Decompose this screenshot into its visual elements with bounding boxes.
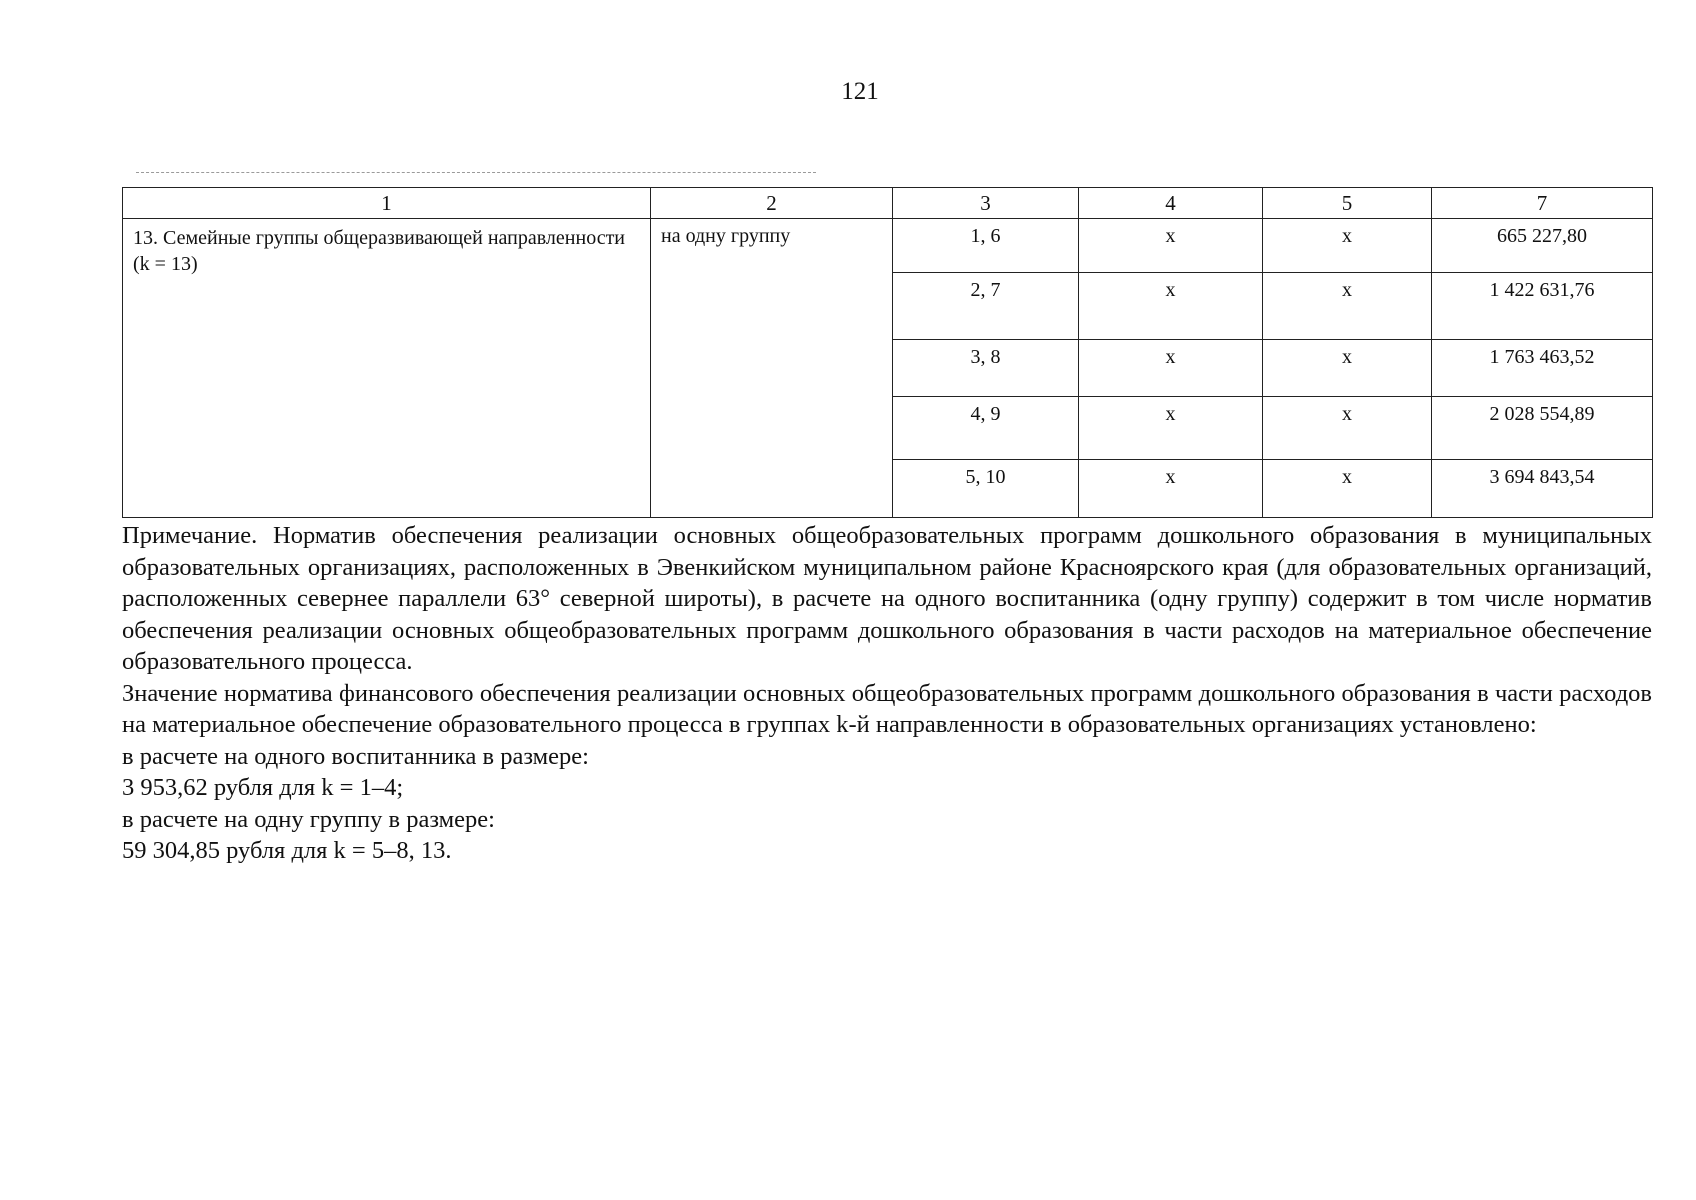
col4-cell: x: [1079, 273, 1263, 340]
col5-cell: x: [1263, 340, 1432, 397]
group-cell: 1, 6: [893, 219, 1079, 273]
header-col-5: 5: [1263, 188, 1432, 219]
note-paragraph-1: Примечание. Норматив обеспечения реализации основных общеобразовательных программ дошкольного образования в муниципальных образовательных организациях, расположенных в Эвенкийском муниципальном районе Красноярского края (для образовательных организаций, расположенных севернее параллели 63° северной широты), в расчете на одного воспитанника (одну группу) содержит в том числе норматив обеспечения реализации основных общеобразовательных программ дошкольного образования в части расходов на материальное обеспечение образовательного процесса.: [122, 522, 1652, 675]
amount-cell: 1 422 631,76: [1432, 273, 1653, 340]
amount-cell: 665 227,80: [1432, 219, 1653, 273]
table-header-row: [123, 188, 1653, 219]
norm-table: [122, 187, 1653, 518]
page-number: 121: [841, 78, 879, 105]
col4-cell: x: [1079, 340, 1263, 397]
note-section: [122, 520, 1652, 867]
amount-cell: 2 028 554,89: [1432, 397, 1653, 460]
group-cell: 3, 8: [893, 340, 1079, 397]
note-line-4: 59 304,85 рубля для k = 5–8, 13.: [122, 837, 452, 864]
group-cell: 5, 10: [893, 460, 1079, 518]
header-col-1: 1: [123, 188, 651, 219]
header-col-3: 3: [893, 188, 1079, 219]
col5-cell: x: [1263, 397, 1432, 460]
col5-cell: x: [1263, 460, 1432, 518]
group-cell: 4, 9: [893, 397, 1079, 460]
note-line-1: в расчете на одного воспитанника в размере:: [122, 742, 589, 770]
unit-cell: на одну группу: [651, 219, 893, 518]
col4-cell: x: [1079, 397, 1263, 460]
amount-cell: 1 763 463,52: [1432, 340, 1653, 397]
note-line-2: 3 953,62 рубля для k = 1–4;: [122, 774, 404, 801]
group-cell: 2, 7: [893, 273, 1079, 340]
col5-cell: x: [1263, 273, 1432, 340]
note-line-3: в расчете на одну группу в размере:: [122, 805, 495, 833]
header-col-7: 7: [1432, 188, 1653, 219]
category-cell: 13. Семейные группы общеразвивающей направленности (k = 13): [123, 219, 651, 518]
header-col-2: 2: [651, 188, 893, 219]
header-col-4: 4: [1079, 188, 1263, 219]
scan-artifact-rule: [136, 172, 816, 173]
table-row: [123, 219, 1653, 273]
col5-cell: x: [1263, 219, 1432, 273]
note-paragraph-2: Значение норматива финансового обеспечения реализации основных общеобразовательных программ дошкольного образования в части расходов на материальное обеспечение образовательного процесса в группах k-й направленности в образовательных организациях установлено:: [122, 679, 1652, 738]
amount-cell: 3 694 843,54: [1432, 460, 1653, 518]
col4-cell: x: [1079, 460, 1263, 518]
col4-cell: x: [1079, 219, 1263, 273]
